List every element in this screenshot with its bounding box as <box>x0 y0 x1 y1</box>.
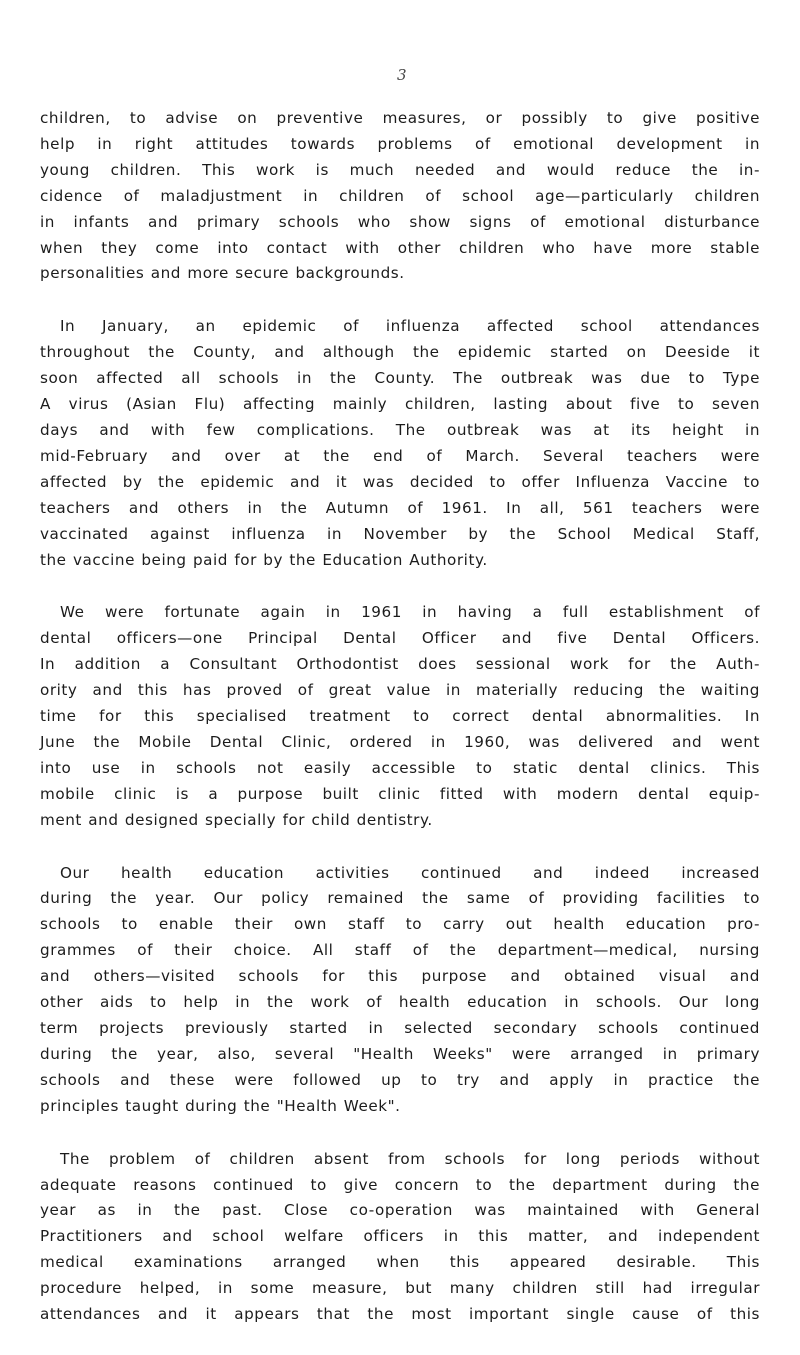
text-line: throughout the County, and although the epidemic started on Deeside it <box>40 343 760 362</box>
text-line: attendances and it appears that the most important single cause of this <box>40 1305 760 1324</box>
text-line: Practitioners and school welfare officers in this matter, and independent <box>40 1227 760 1246</box>
text-line: into use in schools not easily accessible to static dental clinics. This <box>40 758 760 777</box>
document-body <box>40 106 760 1355</box>
paragraph-emotional-development <box>40 106 760 287</box>
text-line: adequate reasons continued to give concern to the department during the <box>40 1175 760 1194</box>
text-line: children, to advise on preventive measures, or possibly to give positive <box>40 109 760 127</box>
text-line: In addition a Consultant Orthodontist does sessional work for the Auth- <box>40 655 760 674</box>
text-line: medical examinations arranged when this appeared desirable. This <box>40 1253 760 1272</box>
text-line: affected by the epidemic and it was decided to offer Influenza Vaccine to <box>40 472 760 491</box>
text-line: time for this specialised treatment to correct dental abnormalities. In <box>40 707 760 726</box>
text-line: ority and this has proved of great value in materially reducing the waiting <box>40 681 760 700</box>
page-number: 3 <box>397 66 407 84</box>
text-line: grammes of their choice. All staff of the department—medical, nursing <box>40 941 760 960</box>
text-line: young children. This work is much needed and would reduce the in- <box>40 160 760 179</box>
text-line: ment and designed specially for child dentistry. <box>40 810 433 829</box>
text-line: teachers and others in the Autumn of 1961. In all, 561 teachers were <box>40 498 760 517</box>
text-line: other aids to help in the work of health education in schools. Our long <box>40 993 760 1012</box>
paragraph-dental-officers <box>40 600 760 833</box>
text-line: dental officers—one Principal Dental Officer and five Dental Officers. <box>40 629 760 648</box>
text-line: days and with few complications. The outbreak was at its height in <box>40 420 760 439</box>
text-line: in infants and primary schools who show signs of emotional disturbance <box>40 212 760 231</box>
text-line: The problem of children absent from schools for long periods without <box>60 1149 760 1168</box>
text-line: help in right attitudes towards problems of emotional development in <box>40 134 760 153</box>
text-line: year as in the past. Close co-operation was maintained with General <box>40 1201 760 1220</box>
text-line: mobile clinic is a purpose built clinic fitted with modern dental equip- <box>40 784 760 803</box>
text-line: schools and these were followed up to try and apply in practice the <box>40 1070 760 1089</box>
paragraph-influenza <box>40 314 760 573</box>
text-line: personalities and more secure backgrounds. <box>40 264 405 283</box>
text-line: mid-February and over at the end of March. Several teachers were <box>40 446 760 465</box>
paragraph-absence <box>40 1147 760 1328</box>
text-line: the vaccine being paid for by the Education Authority. <box>40 550 488 569</box>
text-line: term projects previously started in selected secondary schools continued <box>40 1019 760 1037</box>
text-line: principles taught during the "Health Week". <box>40 1096 401 1115</box>
text-line: procedure helped, in some measure, but many children still had irregular <box>40 1279 760 1298</box>
text-line: and others—visited schools for this purpose and obtained visual and <box>40 967 760 986</box>
text-line: In January, an epidemic of influenza affected school attendances <box>60 317 760 336</box>
text-line: cidence of maladjustment in children of school age—particularly children <box>40 186 760 205</box>
text-line: A virus (Asian Flu) affecting mainly children, lasting about five to seven <box>40 395 760 414</box>
text-line: Our health education activities continued and indeed increased <box>60 863 760 882</box>
text-line: We were fortunate again in 1961 in having a full establishment of <box>60 603 760 622</box>
text-line: soon affected all schools in the County. The outbreak was due to Type <box>40 369 760 388</box>
text-line: June the Mobile Dental Clinic, ordered in 1960, was delivered and went <box>40 732 760 751</box>
text-line: vaccinated against influenza in November by the School Medical Staff, <box>40 524 760 543</box>
text-line: during the year, also, several "Health Weeks" were arranged in primary <box>40 1044 760 1063</box>
text-line: schools to enable their own staff to carry out health education pro- <box>40 915 760 934</box>
text-line: during the year. Our policy remained the same of providing facilities to <box>40 889 760 908</box>
text-line: when they come into contact with other children who have more stable <box>40 238 760 257</box>
paragraph-health-education <box>40 861 760 1120</box>
